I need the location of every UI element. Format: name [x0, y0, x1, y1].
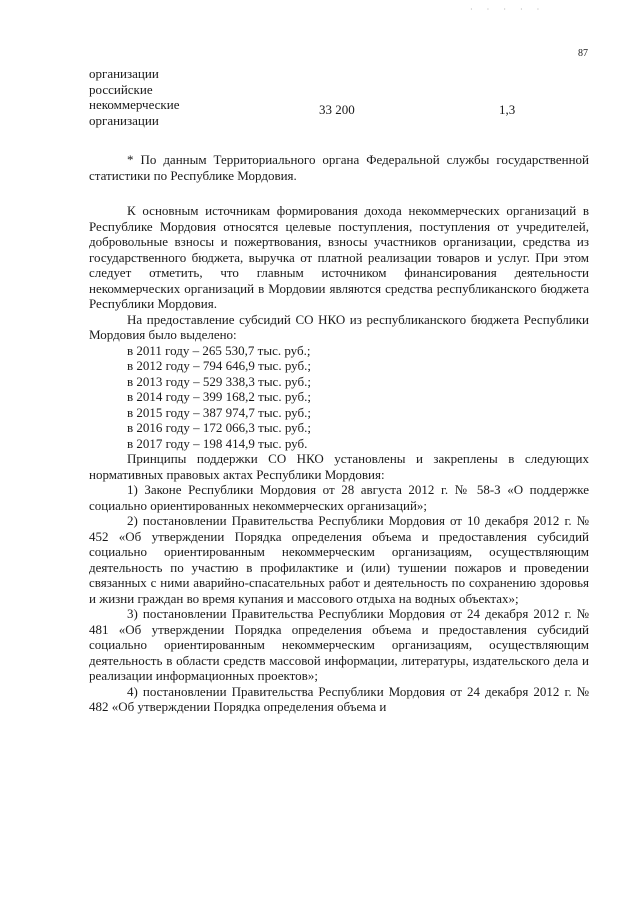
subsidies-list: [89, 343, 589, 452]
footnote: * По данным Территориального органа Федеральной службы государственной статистики по Республике Мордовия.: [89, 152, 589, 183]
list-item: в 2015 году – 387 974,7 тыс. руб.;: [127, 404, 311, 420]
table-cell-name-line: российские: [89, 81, 153, 97]
list-item: в 2012 году – 794 646,9 тыс. руб.;: [127, 358, 311, 373]
scan-artifact: · · · · ·: [470, 5, 546, 14]
list-item: в 2014 году – 399 168,2 тыс. руб.;: [127, 389, 311, 404]
act-item: 4) постановлении Правительства Республики Мордовия от 24 декабря 2012 г. № 482 «Об утверждении Порядка определения объема и: [89, 683, 589, 714]
list-item: в 2011 году – 265 530,7 тыс. руб.;: [127, 342, 311, 358]
paragraph-subsidies-intro: На предоставление субсидий СО НКО из республиканского бюджета Республики Мордовия было выделено:: [89, 311, 589, 342]
page-number: 87: [578, 48, 588, 59]
list-item: в 2017 году – 198 414,9 тыс. руб.: [127, 435, 308, 451]
table-cell-name-line: некоммерческие: [89, 97, 180, 112]
act-item: 1) Законе Республики Мордовия от 28 августа 2012 г. № 58-З «О поддержке социально ориентированных некоммерческих организаций»;: [89, 482, 589, 513]
list-item: в 2016 году – 172 066,3 тыс. руб.;: [127, 420, 311, 435]
act-item: 3) постановлении Правительства Республики Мордовия от 24 декабря 2012 г. № 481 «Об утверждении Порядка определения объема и предоставления субсидий социально ориентированным некоммерческим организациям, осуществляющим деятельность в области средств массовой информации, литературы, издательского дела и реализации информационных проектов»;: [89, 606, 589, 683]
document-body: [89, 152, 589, 715]
paragraph-principles: Принципы поддержки СО НКО установлены и закреплены в следующих нормативных правовых актах Республики Мордовия:: [89, 451, 589, 482]
table-cell-name-line: организации: [89, 66, 159, 81]
table-cell-name: [89, 66, 249, 128]
table-cell-percent: 1,3: [499, 102, 516, 117]
table-cell-name-line: организации: [89, 112, 159, 128]
paragraph-income-sources: К основным источникам формирования дохода некоммерческих организаций в Республике Мордовия относятся целевые поступления, поступления от учредителей, добровольные взносы и пожертвования, взносы участников организации, средства из государственного бюджета, выручка от платной реализации товаров и услуг. При этом следует отметить, что главным источником финансирования деятельности некоммерческих организаций в Мордовии являются средства республиканского бюджета Республики Мордовия.: [89, 203, 589, 311]
list-item: в 2013 году – 529 338,3 тыс. руб.;: [127, 373, 311, 389]
act-item: 2) постановлении Правительства Республики Мордовия от 10 декабря 2012 г. № 452 «Об утверждении Порядка определения объема и предоставления субсидий социально ориентированным некоммерческим организациям, осуществляющим деятельность по участию в профилактике и (или) тушении пожаров и проведении связанных с ними аварийно-спасательных работ и деятельность по сохранению здоровья и жизни граждан во время купания и массового отдыха на водных объектах»;: [89, 513, 589, 606]
table-cell-count: 33 200: [319, 102, 355, 117]
table-row: [89, 66, 559, 136]
